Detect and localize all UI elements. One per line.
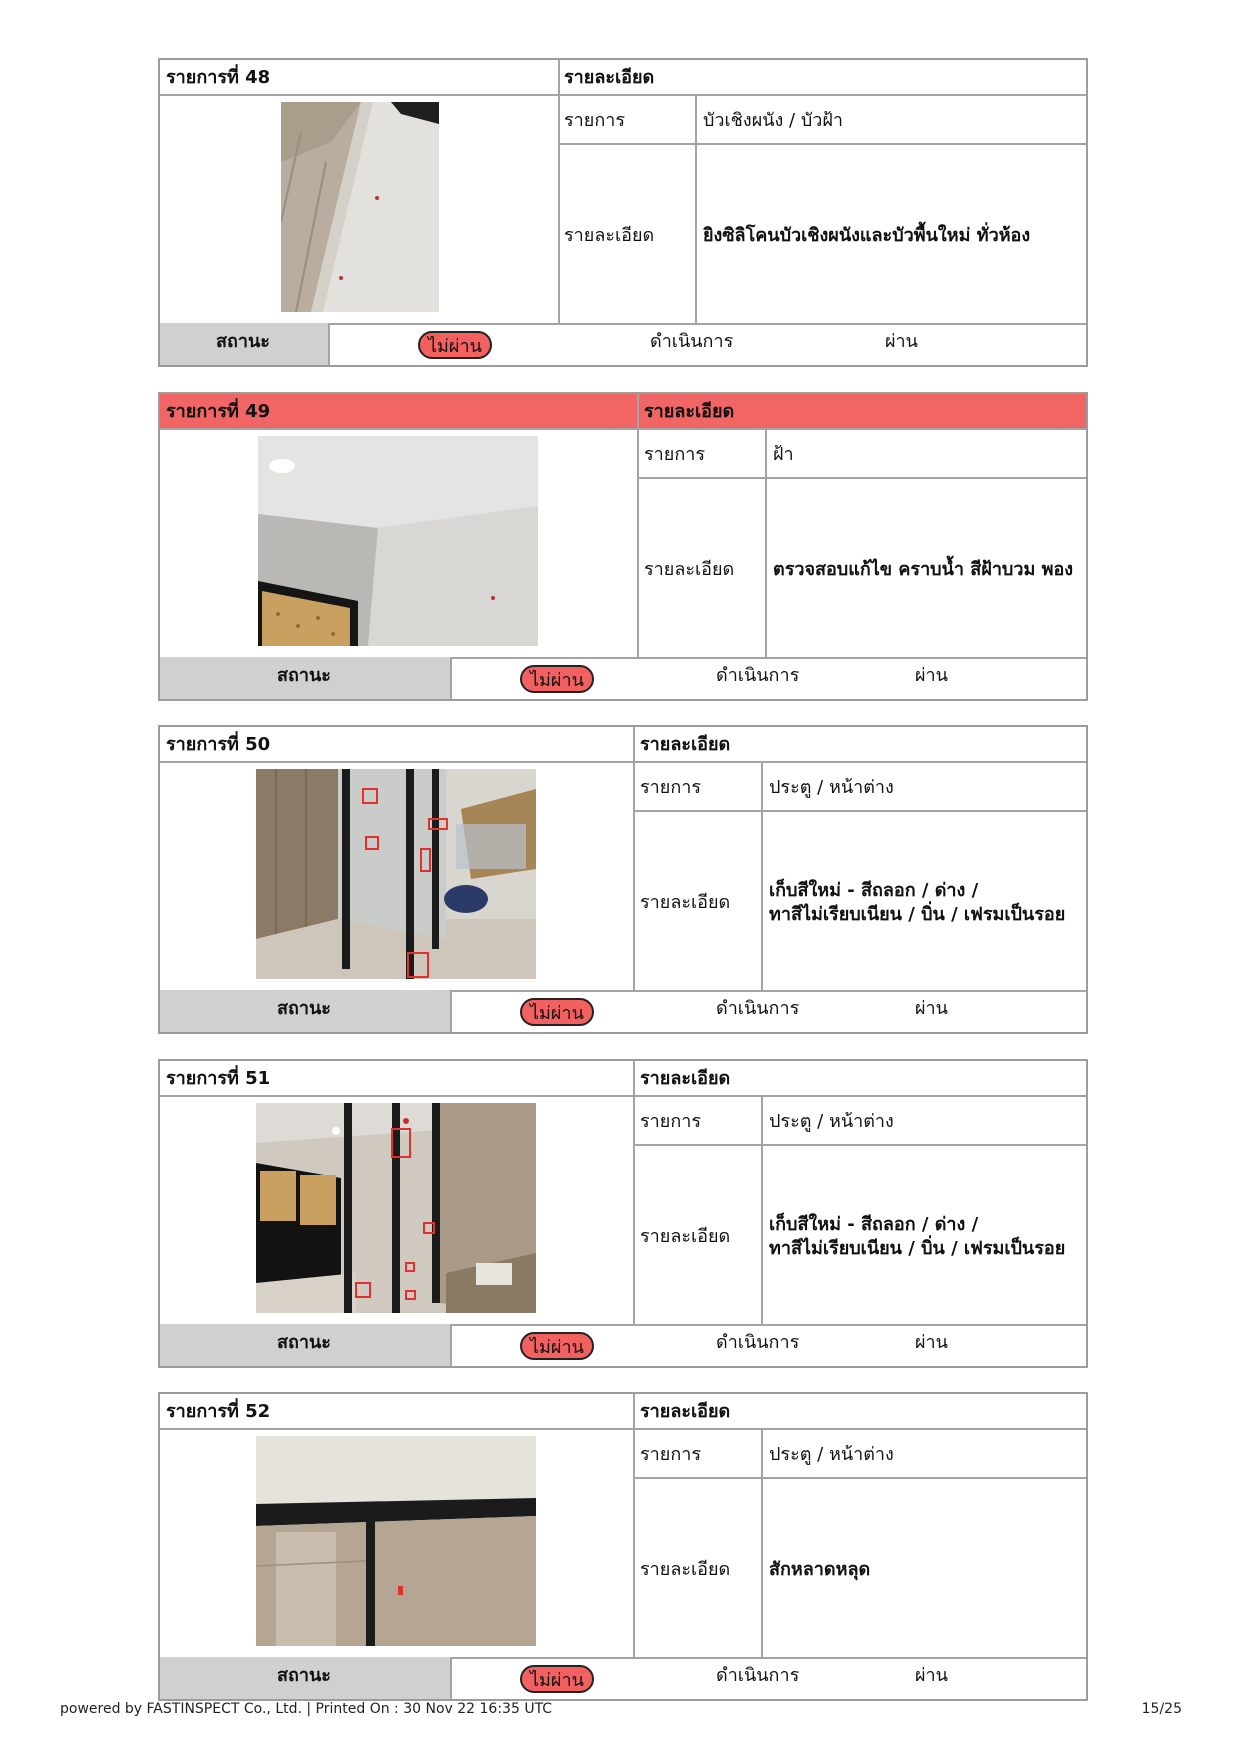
col-divider (761, 761, 763, 990)
row-divider (637, 477, 1086, 479)
item-title: รายการที่ 52 (166, 1401, 271, 1422)
detail-text: ตรวจสอบแก้ไข คราบน้ำ สีฝ้าบวม พอง (773, 559, 1074, 580)
item-value: ฝ้า (773, 444, 794, 465)
item-label: รายการ (640, 1111, 701, 1132)
pass-option[interactable]: ผ่าน (915, 665, 948, 686)
details-header: รายละเอียด (564, 67, 655, 88)
fail-status-pill[interactable]: ไม่ผ่าน (418, 331, 492, 359)
item-value: บัวเชิงผนัง / บัวฝ้า (703, 110, 844, 131)
footer-printed-info: powered by FASTINSPECT Co., Ltd. | Printed On : 30 Nov 22 16:35 UTC (60, 1701, 553, 1717)
row-divider (633, 810, 1086, 812)
detail-label: รายละเอียด (640, 1559, 731, 1580)
detail-text-line-2: ทาสีไม่เรียบเนียน / บิ่น / เฟรมเป็นรอย (769, 1238, 1066, 1259)
detail-text: ยิงซิลิโคนบัวเชิงผนังและบัวพื้นใหม่ ทั่วห้อง (703, 225, 1031, 246)
detail-text-line-2: ทาสีไม่เรียบเนียน / บิ่น / เฟรมเป็นรอย (769, 904, 1066, 925)
row-divider (633, 1144, 1086, 1146)
col-divider (450, 1657, 452, 1699)
col-divider (637, 394, 639, 657)
detail-text: สักหลาดหลุด (769, 1559, 871, 1580)
row-divider (160, 761, 1086, 763)
col-divider (765, 428, 767, 657)
item-label: รายการ (644, 444, 705, 465)
row-divider (160, 1428, 1086, 1430)
page-number: 15/25 (1141, 1701, 1182, 1717)
fail-status-pill[interactable]: ไม่ผ่าน (520, 665, 594, 693)
inspection-card-48 (158, 58, 1088, 367)
item-label: รายการ (564, 110, 625, 131)
status-label: สถานะ (216, 331, 270, 352)
item-value: ประตู / หน้าต่าง (769, 1444, 894, 1465)
inspection-card-49 (158, 392, 1088, 701)
item-title: รายการที่ 49 (166, 401, 271, 422)
details-header: รายละเอียด (640, 1401, 731, 1422)
item-title: รายการที่ 51 (166, 1068, 271, 1089)
detail-text-line-1: เก็บสีใหม่ - สีถลอก / ด่าง / (769, 1214, 979, 1235)
col-divider (761, 1095, 763, 1324)
col-divider (450, 1324, 452, 1366)
col-divider (633, 727, 635, 990)
status-label: สถานะ (277, 1665, 331, 1686)
row-divider (558, 143, 1086, 145)
baseboard-photo[interactable] (281, 102, 439, 312)
detail-label: รายละเอียด (644, 559, 735, 580)
item-title: รายการที่ 50 (166, 734, 271, 755)
item-value: ประตู / หน้าต่าง (769, 1111, 894, 1132)
item-label: รายการ (640, 1444, 701, 1465)
row-divider (160, 1095, 1086, 1097)
col-divider (695, 94, 697, 323)
col-divider (558, 60, 560, 323)
in-progress-option[interactable]: ดำเนินการ (716, 1665, 800, 1686)
sliding-door-photo[interactable] (256, 769, 536, 979)
col-divider (450, 657, 452, 699)
pass-option[interactable]: ผ่าน (915, 998, 948, 1019)
room-door-photo[interactable] (256, 1103, 536, 1313)
item-title: รายการที่ 48 (166, 67, 271, 88)
details-header: รายละเอียด (640, 1068, 731, 1089)
inspection-card-50 (158, 725, 1088, 1034)
pass-option[interactable]: ผ่าน (915, 1332, 948, 1353)
fail-status-pill[interactable]: ไม่ผ่าน (520, 1665, 594, 1693)
status-label: สถานะ (277, 665, 331, 686)
highlight-header-bar (160, 394, 1086, 428)
in-progress-option[interactable]: ดำเนินการ (716, 998, 800, 1019)
detail-label: รายละเอียด (564, 225, 655, 246)
inspection-card-51 (158, 1059, 1088, 1368)
in-progress-option[interactable]: ดำเนินการ (716, 1332, 800, 1353)
details-header: รายละเอียด (640, 734, 731, 755)
col-divider (328, 323, 330, 365)
col-divider (633, 1394, 635, 1657)
col-divider (761, 1428, 763, 1657)
detail-label: รายละเอียด (640, 1226, 731, 1247)
status-label: สถานะ (277, 1332, 331, 1353)
col-divider (450, 990, 452, 1032)
row-divider (633, 1477, 1086, 1479)
in-progress-option[interactable]: ดำเนินการ (716, 665, 800, 686)
col-divider (633, 1061, 635, 1324)
detail-label: รายละเอียด (640, 892, 731, 913)
inspection-card-52 (158, 1392, 1088, 1701)
detail-text-line-1: เก็บสีใหม่ - สีถลอก / ด่าง / (769, 880, 979, 901)
ceiling-photo[interactable] (258, 436, 538, 646)
pass-option[interactable]: ผ่าน (885, 331, 918, 352)
fail-status-pill[interactable]: ไม่ผ่าน (520, 998, 594, 1026)
details-header: รายละเอียด (644, 401, 735, 422)
item-label: รายการ (640, 777, 701, 798)
fail-status-pill[interactable]: ไม่ผ่าน (520, 1332, 594, 1360)
in-progress-option[interactable]: ดำเนินการ (650, 331, 734, 352)
row-divider (160, 94, 1086, 96)
door-frame-photo[interactable] (256, 1436, 536, 1646)
pass-option[interactable]: ผ่าน (915, 1665, 948, 1686)
status-label: สถานะ (277, 998, 331, 1019)
row-divider (160, 428, 1086, 430)
item-value: ประตู / หน้าต่าง (769, 777, 894, 798)
